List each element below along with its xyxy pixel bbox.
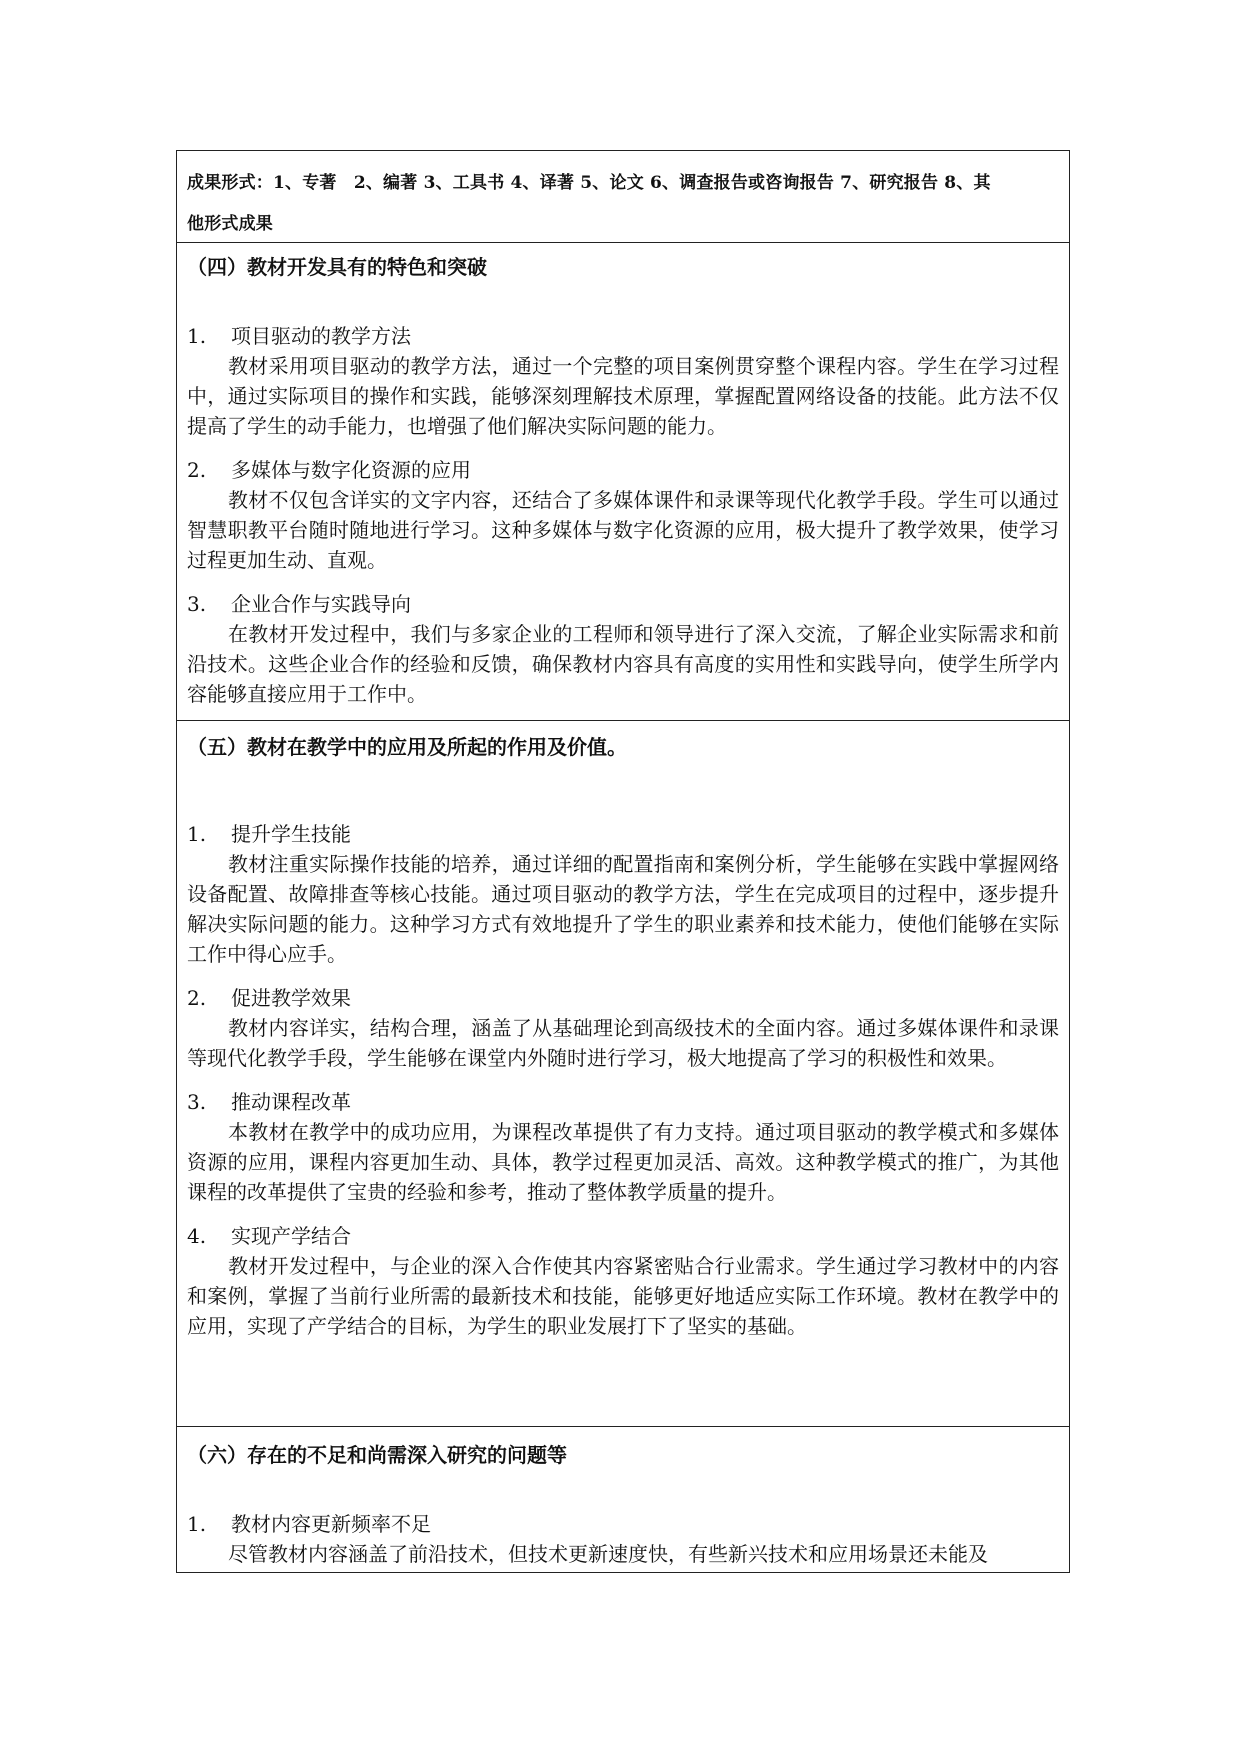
item-title: 教材内容更新频率不足 [231,1512,431,1536]
section-4-item-3 [187,589,1059,709]
item-paragraph: 教材开发过程中，与企业的深入合作使其内容紧密贴合行业需求。学生通过学习教材中的内容和案例，掌握了当前行业所需的最新技术和技能，能够更好地适应实际工作环境。教材在教学中的应用，实现了产学结合的目标，为学生的职业发展打下了坚实的基础。 [187,1254,1059,1338]
result-form-cell [177,151,1069,243]
section-5-item-2 [187,983,1059,1073]
item-paragraph: 教材内容详实，结构合理，涵盖了从基础理论到高级技术的全面内容。通过多媒体课件和录课等现代化教学手段，学生能够在课堂内外随时进行学习，极大地提高了学习的积极性和效果。 [187,1016,1059,1070]
item-paragraph: 在教材开发过程中，我们与多家企业的工程师和领导进行了深入交流，了解企业实际需求和前沿技术。这些企业合作的经验和反馈，确保教材内容具有高度的实用性和实践导向，使学生所学内容能够直接应用于工作中。 [187,622,1059,706]
section-5-heading: （五）教材在教学中的应用及所起的作用及价值。 [187,735,627,759]
item-paragraph: 教材注重实际操作技能的培养，通过详细的配置指南和案例分析，学生能够在实践中掌握网络设备配置、故障排查等核心技能。通过项目驱动的教学方法，学生在完成项目的过程中，逐步提升解决实际问题的能力。这种学习方式有效地提升了学生的职业素养和技术能力，使他们能够在实际工作中得心应手。 [187,852,1059,966]
item-title: 多媒体与数字化资源的应用 [231,458,471,482]
item-title: 实现产学结合 [231,1224,351,1248]
item-number: 4. [187,1224,207,1248]
item-paragraph: 教材采用项目驱动的教学方法，通过一个完整的项目案例贯穿整个课程内容。学生在学习过程中，通过实际项目的操作和实践，能够深刻理解技术原理，掌握配置网络设备的技能。此方法不仅提高了学生的动手能力，也增强了他们解决实际问题的能力。 [187,354,1059,438]
item-title: 企业合作与实践导向 [231,592,411,616]
section-5-cell [177,721,1069,1427]
section-5-item-1 [187,819,1059,969]
section-4-cell [177,243,1069,721]
item-paragraph: 本教材在教学中的成功应用，为课程改革提供了有力支持。通过项目驱动的教学模式和多媒体资源的应用，课程内容更加生动、具体，教学过程更加灵活、高效。这种教学模式的推广，为其他课程的改革提供了宝贵的经验和参考，推动了整体教学质量的提升。 [187,1120,1059,1204]
item-paragraph: 尽管教材内容涵盖了前沿技术，但技术更新速度快，有些新兴技术和应用场景还未能及 [228,1542,988,1566]
result-form-line-1: 成果形式：1、专著 2、编著 3、工具书 4、译著 5、论文 6、调查报告或咨询报告 7、研究报告 8、其 [187,173,991,193]
item-number: 2. [187,986,207,1010]
item-title: 推动课程改革 [231,1090,351,1114]
item-paragraph: 教材不仅包含详实的文字内容，还结合了多媒体课件和录课等现代化教学手段。学生可以通过智慧职教平台随时随地进行学习。这种多媒体与数字化资源的应用，极大提升了教学效果，使学习过程更加生动、直观。 [187,488,1059,572]
section-5-item-4 [187,1221,1059,1341]
item-title: 提升学生技能 [231,822,351,846]
section-4-item-2 [187,455,1059,575]
item-title: 促进教学效果 [231,986,351,1010]
item-number: 1. [187,1512,207,1536]
item-number: 3. [187,592,207,616]
item-number: 3. [187,1090,207,1114]
section-5-item-3 [187,1087,1059,1207]
document-table [176,150,1070,1573]
item-number: 1. [187,822,207,846]
item-number: 1. [187,324,207,348]
section-4-item-1 [187,321,1059,441]
item-title: 项目驱动的教学方法 [231,324,411,348]
section-4-heading: （四）教材开发具有的特色和突破 [187,255,487,279]
section-6-cell [177,1427,1069,1572]
section-6-heading: （六）存在的不足和尚需深入研究的问题等 [187,1443,567,1467]
result-form-line-2: 他形式成果 [187,214,273,234]
item-number: 2. [187,458,207,482]
section-6-item-1 [187,1509,1059,1569]
